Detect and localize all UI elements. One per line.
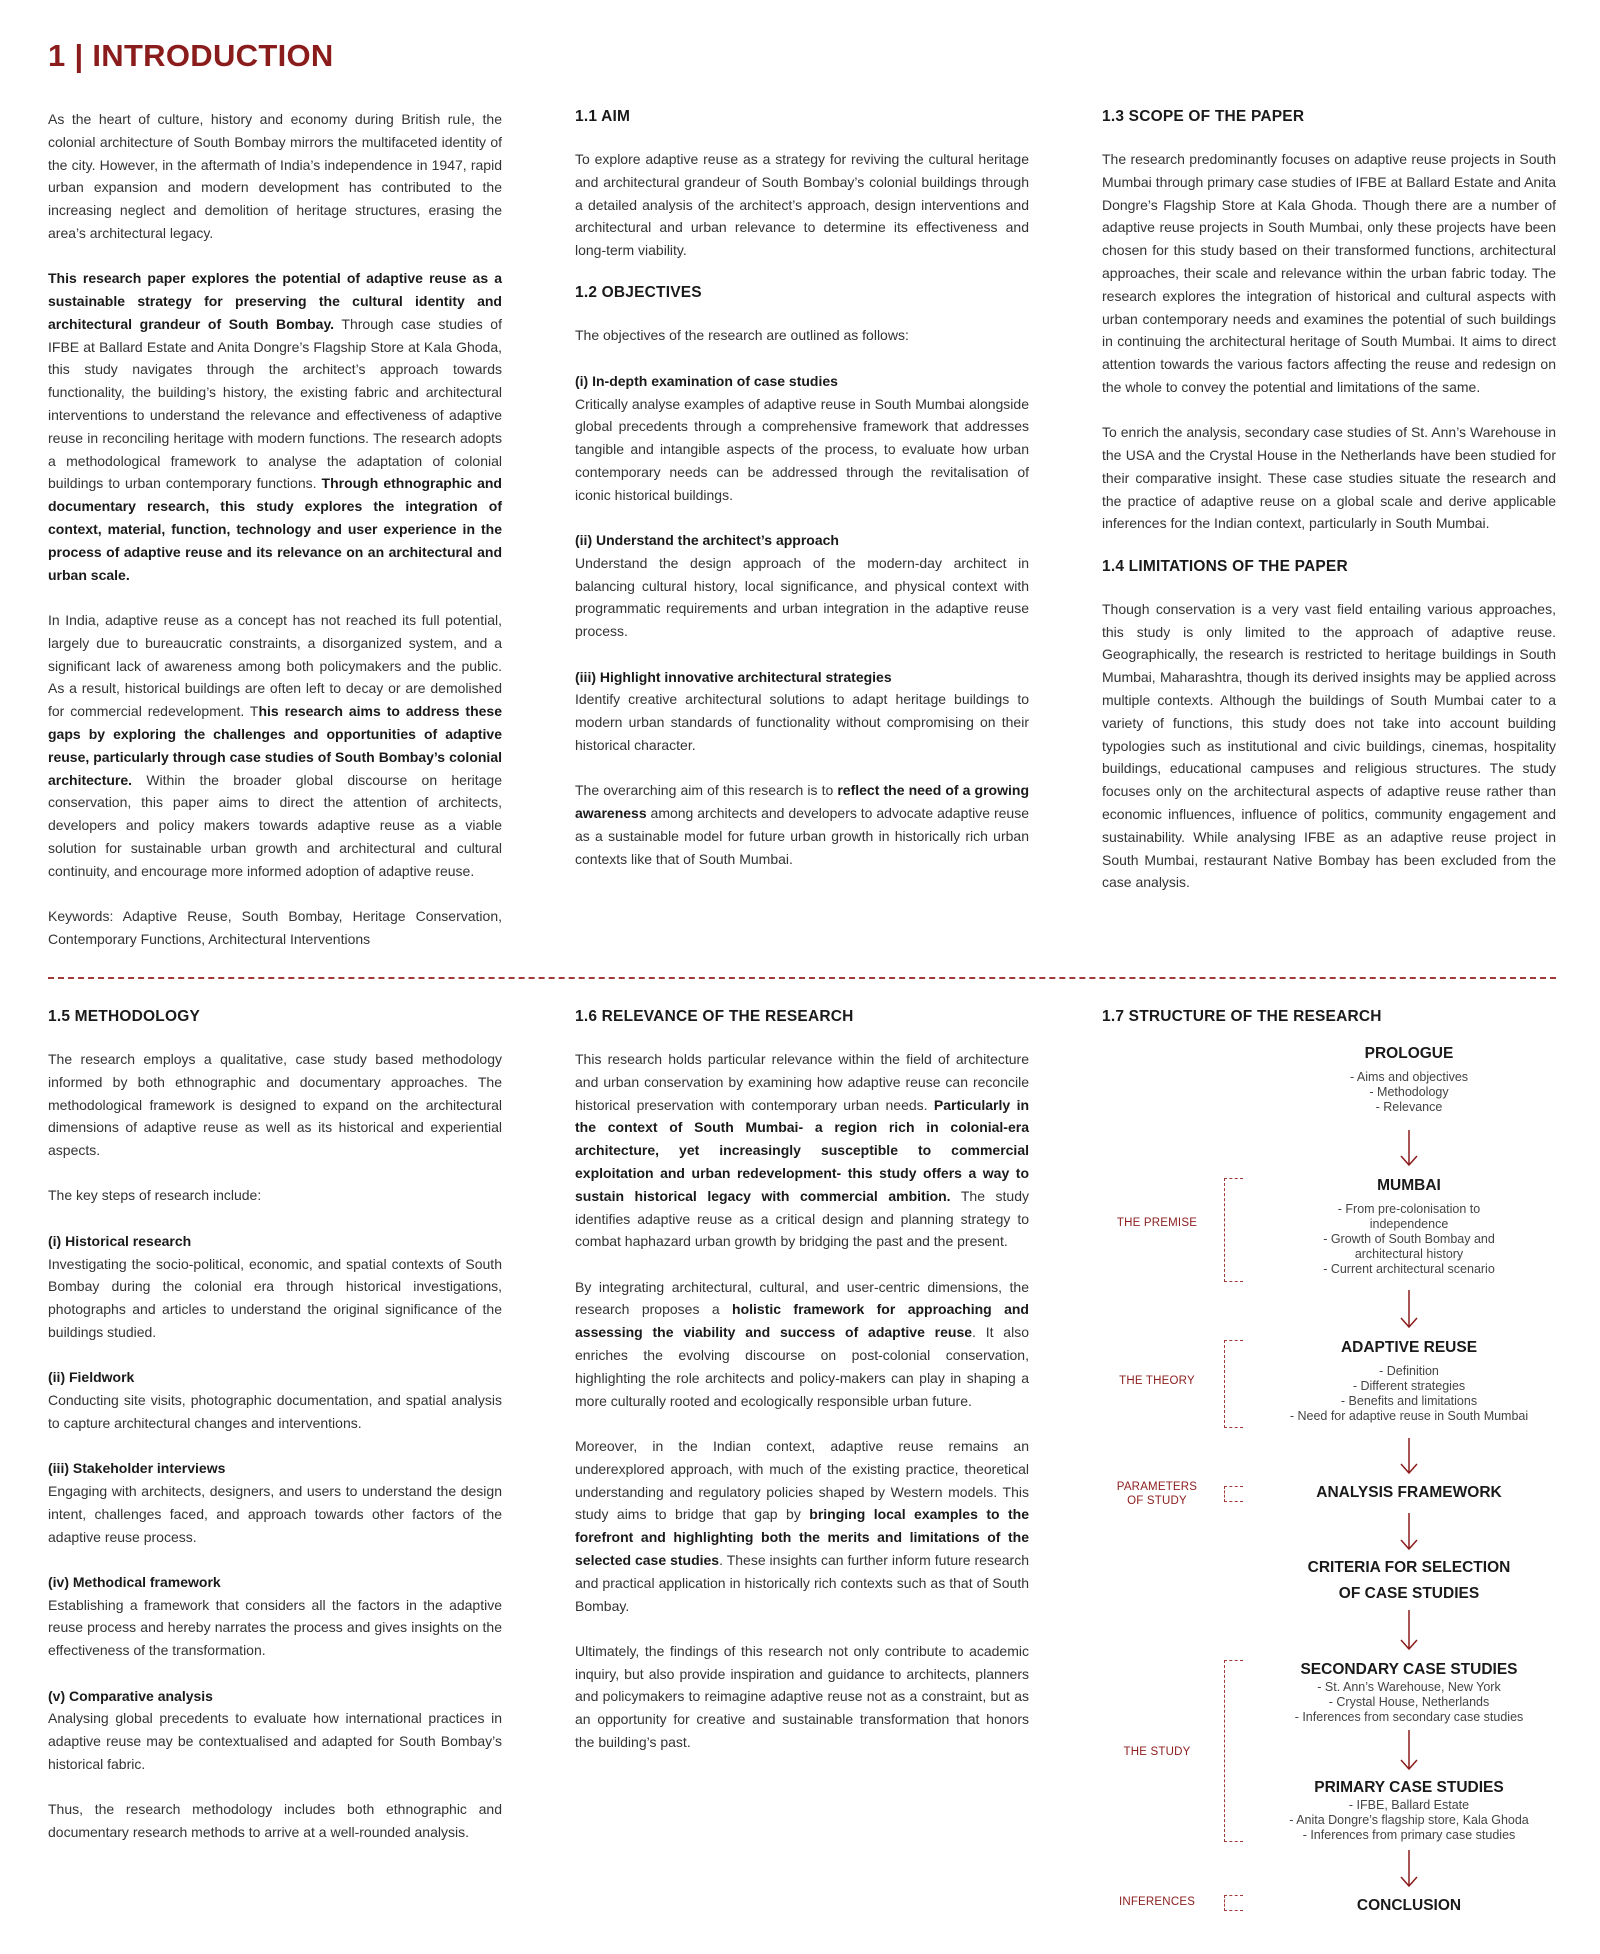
methodology-intro: The research employs a qualitative, case study based methodology informed by both ethnographic and documentary approaches. The methodological framework is designed to expand on the architectural dimensions of adaptive reuse as well as its historical and experiential aspects. bbox=[48, 1051, 502, 1159]
stage-item: - Crystal House, Netherlands bbox=[1328, 1695, 1490, 1709]
label-inferences: INFERENCES bbox=[1118, 1896, 1196, 1908]
stage-item: - Inferences from primary case studies bbox=[1302, 1828, 1516, 1842]
stage-item: - From pre-colonisation to bbox=[1337, 1202, 1481, 1216]
intro-paragraph-3 bbox=[48, 609, 502, 883]
objective-item bbox=[575, 370, 1029, 507]
down-arrow-icon bbox=[1401, 1730, 1417, 1769]
relevance-p1-bold: Particularly in the context of South Mumbai- a region rich in colonial-era architecture, yet increasingly susceptible to commercial exploitation and urban redevelopment- this study offers a way to sustain historical legacy with commercial ambition. bbox=[575, 1096, 1030, 1204]
step-text: Investigating the socio-political, economic, and spatial contexts of South Bombay during the colonial era through historical investigations, photographs and articles to understand the original significance of the buildings studied. bbox=[48, 1255, 502, 1340]
relevance-p2-bold: holistic framework for approaching and assessing the viability and success of adaptive reuse bbox=[575, 1301, 1029, 1341]
intro-paragraph-1: As the heart of culture, history and economy during British rule, the colonial architecture of South Bombay mirrors the multifaceted identity of the city. However, in the aftermath of India’s independence in 1947, rapid urban expansion and modern development has contributed to the increasing neglect and demolition of heritage structures, erasing the area’s architectural legacy. bbox=[48, 111, 502, 241]
objectives-closing-text-2: among architects and developers to advocate adaptive reuse as a sustainable model for future urban growth in historically rich urban contexts like that of South Mumbai. bbox=[575, 805, 1029, 867]
relevance-p3-bold: bringing local examples to the forefront and highlighting both the merits and limitations of the selected case studies bbox=[575, 1506, 1029, 1568]
relevance-p2-text-2: . It also enriches the evolving discourse on post-colonial conservation, highlighting the role architects and policy-makers can play in shaping a more culturally rooted and ecologically responsible urban future. bbox=[575, 1324, 1029, 1409]
stage-item: - Growth of South Bombay and bbox=[1323, 1232, 1495, 1246]
methodology-column bbox=[48, 1008, 502, 1866]
study-bracket bbox=[1224, 1660, 1243, 1842]
step-title: (iv) Methodical framework bbox=[48, 1573, 221, 1590]
inferences-bracket bbox=[1224, 1895, 1243, 1911]
scope-paragraph-1: The research predominantly focuses on adaptive reuse projects in South Mumbai through primary case studies of IFBE at Ballard Estate and Anita Dongre’s Flagship Store at Kala Ghoda. Though there are a number of adaptive reuse projects in South Mumbai, only these projects have been chosen for this study based on their transformed functions, architectural approaches, their scale and relevance within the urban fabric today. The research explores the integration of historical and cultural aspects with urban contemporary needs and examines the potential of such buildings in continuing the architectural heritage of South Mumbai. It aims to direct attention towards the various factors affecting the reuse and redesign on the whole to convey the potential and limitations of the same. bbox=[1102, 151, 1556, 395]
scope-heading: 1.3 SCOPE OF THE PAPER bbox=[1102, 108, 1305, 125]
relevance-paragraph-3 bbox=[575, 1435, 1029, 1617]
down-arrow-icon bbox=[1401, 1290, 1417, 1327]
objectives-closing-bold: reflect the need of a growing awareness bbox=[575, 782, 1029, 822]
relevance-paragraph-4: Ultimately, the findings of this research not only contribute to academic inquiry, but also provide inspiration and guidance to architects, planners and policymakers to reimagine adaptive reuse not as a constraint, but as an opportunity for creative and sustainable transformation that honors the building’s past. bbox=[575, 1642, 1029, 1751]
relevance-p1-text: This research holds particular relevance within the field of architecture and urban conservation by examining how adaptive reuse can reconcile historical preservation with contemporary urban needs. bbox=[575, 1051, 1029, 1113]
limitations-heading: 1.4 LIMITATIONS OF THE PAPER bbox=[1102, 557, 1348, 575]
stage-item: - Anita Dongre’s flagship store, Kala Ghoda bbox=[1289, 1813, 1529, 1827]
objective-item bbox=[575, 529, 1029, 643]
intro-p3-text-2: Within the broader global discourse on heritage conservation, this paper aims to direct the attention of architects, developers and policy makers towards adaptive reuse as a viable solution for sustainable urban growth and architectural and cultural continuity, and encourage more informed adoption of adaptive reuse. bbox=[48, 771, 502, 879]
stage-title: ANALYSIS FRAMEWORK bbox=[1316, 1484, 1502, 1501]
stage-item: architectural history bbox=[1354, 1247, 1464, 1261]
label-the-study: THE STUDY bbox=[1123, 1746, 1191, 1758]
relevance-p3-text-1: Moreover, in the Indian context, adaptive reuse remains an underexplored approach, with much of the existing practice, theoretical understanding and regulatory policies shaped by Western models. This study aims to bridge that gap by bbox=[575, 1437, 1029, 1523]
relevance-paragraph-1 bbox=[575, 1048, 1029, 1253]
methodology-step bbox=[48, 1685, 502, 1776]
step-text: Establishing a framework that considers all the factors in the adaptive reuse process and hereby narrates the process and gives insights on the effectiveness of the transformation. bbox=[48, 1596, 502, 1659]
down-arrow-icon bbox=[1401, 1513, 1417, 1549]
step-title: (iii) Stakeholder interviews bbox=[48, 1460, 226, 1477]
step-text: Analysing global precedents to evaluate how international practices in adaptive reuse may be contextualised and adapted for South Bombay’s historical fabric. bbox=[48, 1710, 502, 1772]
intro-p3-bold: his research aims to address these gaps by exploring the challenges and opportunities of adaptive reuse, particularly through case studies of South Bombay’s colonial architecture. bbox=[48, 703, 503, 788]
methodology-step bbox=[48, 1457, 502, 1548]
relevance-p1-text-2: The study identifies adaptive reuse as a critical design and planning strategy to combat haphazard urban growth by bridging the past and the present. bbox=[575, 1187, 1029, 1250]
stage-item: - Need for adaptive reuse in South Mumbai bbox=[1289, 1409, 1529, 1423]
objective-text: Understand the design approach of the modern-day architect in balancing cultural history, local significance, and physical context with programmatic requirements and urban integration in the adaptive reuse process. bbox=[575, 554, 1029, 640]
methodology-closing: Thus, the research methodology includes both ethnographic and documentary research methods to arrive at a well-rounded analysis. bbox=[48, 1801, 502, 1841]
parameters-bracket bbox=[1224, 1486, 1243, 1502]
stage-item: - Relevance bbox=[1375, 1100, 1443, 1114]
relevance-paragraph-2 bbox=[575, 1276, 1029, 1413]
step-text: Conducting site visits, photographic documentation, and spatial analysis to capture architectural changes and interventions. bbox=[48, 1392, 502, 1431]
methodology-step bbox=[48, 1366, 502, 1434]
limitations-text: Though conservation is a very vast field entailing various approaches, this study is only limited to the approach of adaptive reuse. Geographically, the research is restricted to heritage buildings in South Mumbai, Maharashtra, though its derived insights may be applied across multiple contexts. Although the buildings of South Mumbai cater to a variety of functions, this study does not take into account building typologies such as institutional and civic buildings, cinemas, hospitality buildings, educational campuses and religious structures. The study focuses only on the architectural aspects of adaptive reuse rather than economic influences, influence of politics, community engagement and sustainability. While analysing IFBE as an adaptive reuse project in South Mumbai, restaurant Native Bombay has been excluded from the case analysis. bbox=[1102, 600, 1556, 891]
step-title: (i) Historical research bbox=[48, 1232, 192, 1249]
intro-p2-text: Through case studies of IFBE at Ballard Estate and Anita Dongre’s Flagship Store at Kala Ghoda, this study navigates through the architect’s approach towards functionality, the building’s history, the existing fabric and architectural interventions to understand the relevance and effectiveness of adaptive reuse in reconciling heritage with modern functions. The research adopts a methodological framework to analyse the adaptation of colonial buildings to urban contemporary functions. bbox=[48, 315, 502, 492]
down-arrow-icon bbox=[1401, 1850, 1417, 1886]
down-arrow-icon bbox=[1401, 1438, 1417, 1473]
methodology-heading: 1.5 METHODOLOGY bbox=[48, 1008, 200, 1025]
methodology-step bbox=[48, 1230, 502, 1344]
stage-item: - Benefits and limitations bbox=[1340, 1394, 1478, 1408]
objectives-closing bbox=[575, 779, 1029, 870]
stage-title: PROLOGUE bbox=[1364, 1045, 1454, 1062]
intro-p3-text-1: In India, adaptive reuse as a concept has not reached its full potential, largely due to bureaucratic constraints, a disorganized system, and a significant lack of awareness among both policymakers and the public. As a result, historical buildings are often left to decay or are demolished for commercial redevelopment. T bbox=[48, 611, 502, 720]
scope-limitations-column bbox=[1102, 108, 1556, 917]
objective-item bbox=[575, 666, 1029, 757]
objective-title: (ii) Understand the architect’s approach bbox=[575, 532, 839, 549]
introduction-column bbox=[48, 108, 502, 973]
objective-text: Identify creative architectural solutions to adapt heritage buildings to modern urban standards of functionality without compromising on their historical character. bbox=[575, 691, 1029, 753]
stage-item: independence bbox=[1369, 1217, 1449, 1231]
label-the-theory: THE THEORY bbox=[1119, 1375, 1195, 1387]
page-title: 1 | INTRODUCTION bbox=[48, 38, 334, 73]
relevance-p3-text-2: . These insights can further inform future research and practical application in historically rich contexts such as that of South Bombay. bbox=[575, 1551, 1029, 1614]
objectives-intro: The objectives of the research are outlined as follows: bbox=[575, 327, 909, 344]
aim-objectives-column bbox=[575, 108, 1029, 893]
stage-title-line-1: CRITERIA FOR SELECTION bbox=[1307, 1559, 1511, 1576]
stage-item: - Current architectural scenario bbox=[1323, 1262, 1495, 1276]
stage-title: PRIMARY CASE STUDIES bbox=[1314, 1779, 1504, 1796]
methodology-step bbox=[48, 1571, 502, 1662]
relevance-column bbox=[575, 1008, 1029, 1776]
objective-title: (iii) Highlight innovative architectural strategies bbox=[575, 668, 892, 685]
premise-bracket bbox=[1224, 1178, 1243, 1282]
stage-title: MUMBAI bbox=[1377, 1177, 1441, 1194]
intro-paragraph-2 bbox=[48, 267, 502, 586]
stage-title: ADAPTIVE REUSE bbox=[1340, 1339, 1478, 1356]
theory-bracket bbox=[1224, 1340, 1243, 1428]
down-arrow-icon bbox=[1401, 1610, 1417, 1649]
label-parameters-line-2: OF STUDY bbox=[1127, 1495, 1187, 1507]
stage-title-line-2: OF CASE STUDIES bbox=[1338, 1585, 1480, 1602]
stage-title: CONCLUSION bbox=[1356, 1897, 1462, 1914]
aim-text: To explore adaptive reuse as a strategy for reviving the cultural heritage and architectural grandeur of South Bombay’s colonial buildings through a detailed analysis of the architect’s approach, design interventions and architectural and urban relevance to determine its effectiveness and long-term viability. bbox=[575, 151, 1029, 259]
intro-p2-bold-2: Through ethnographic and documentary research, this study explores the integration of context, material, function, technology and user experience in the process of adaptive reuse and its relevance on an architectural and urban scale. bbox=[48, 475, 502, 583]
stage-item: - IFBE, Ballard Estate bbox=[1348, 1798, 1470, 1812]
flow-arrows bbox=[1102, 1008, 1556, 1928]
label-the-premise: THE PREMISE bbox=[1116, 1217, 1198, 1229]
step-title: (ii) Fieldwork bbox=[48, 1369, 135, 1386]
step-text: Engaging with architects, designers, and users to understand the design intent, challenges faced, and approach towards other factors of the adaptive reuse process. bbox=[48, 1482, 502, 1545]
structure-heading: 1.7 STRUCTURE OF THE RESEARCH bbox=[1102, 1008, 1382, 1025]
section-divider bbox=[48, 977, 1556, 979]
stage-title: SECONDARY CASE STUDIES bbox=[1300, 1661, 1518, 1678]
structure-diagram bbox=[1102, 1008, 1556, 1928]
objective-title: (i) In-depth examination of case studies bbox=[575, 372, 838, 389]
label-parameters-line-1: PARAMETERS bbox=[1116, 1481, 1198, 1493]
stage-item: - Methodology bbox=[1369, 1085, 1449, 1099]
keywords: Keywords: Adaptive Reuse, South Bombay, Heritage Conservation, Contemporary Functions, Architectural Interventions bbox=[48, 908, 502, 947]
objective-text: Critically analyse examples of adaptive reuse in South Mumbai alongside global precedents through a comprehensive framework that addresses tangible and intangible aspects of the process, to evaluate how urban contemporary needs can be addressed through the revitalisation of iconic historical buildings. bbox=[575, 395, 1029, 503]
objectives-heading: 1.2 OBJECTIVES bbox=[575, 284, 702, 302]
step-title: (v) Comparative analysis bbox=[48, 1687, 213, 1704]
label-parameters-of-study bbox=[1102, 1480, 1212, 1508]
methodology-steps-intro: The key steps of research include: bbox=[48, 1187, 262, 1204]
stage-item: - Aims and objectives bbox=[1349, 1070, 1469, 1084]
relevance-p2-text-1: By integrating architectural, cultural, and user-centric dimensions, the research proposes a bbox=[575, 1278, 1029, 1318]
objectives-closing-text-1: The overarching aim of this research is to bbox=[575, 782, 838, 799]
stage-item: - Definition bbox=[1379, 1364, 1439, 1378]
stage-item: - Inferences from secondary case studies bbox=[1294, 1710, 1524, 1724]
scope-paragraph-2: To enrich the analysis, secondary case studies of St. Ann’s Warehouse in the USA and the Crystal House in the Netherlands have been studied for their comparative insight. These case studies situate the research and the practice of adaptive reuse on a global scale and derive applicable inferences for the Indian context, particularly in South Mumbai. bbox=[1102, 424, 1556, 532]
intro-p2-bold-1: This research paper explores the potential of adaptive reuse as a sustainable strategy for preserving the cultural identity and architectural grandeur of South Bombay. bbox=[48, 270, 502, 332]
relevance-heading: 1.6 RELEVANCE OF THE RESEARCH bbox=[575, 1008, 854, 1025]
stage-item: - Different strategies bbox=[1352, 1379, 1466, 1393]
aim-heading: 1.1 AIM bbox=[575, 108, 631, 125]
stage-item: - St. Ann’s Warehouse, New York bbox=[1317, 1680, 1501, 1694]
down-arrow-icon bbox=[1401, 1130, 1417, 1165]
